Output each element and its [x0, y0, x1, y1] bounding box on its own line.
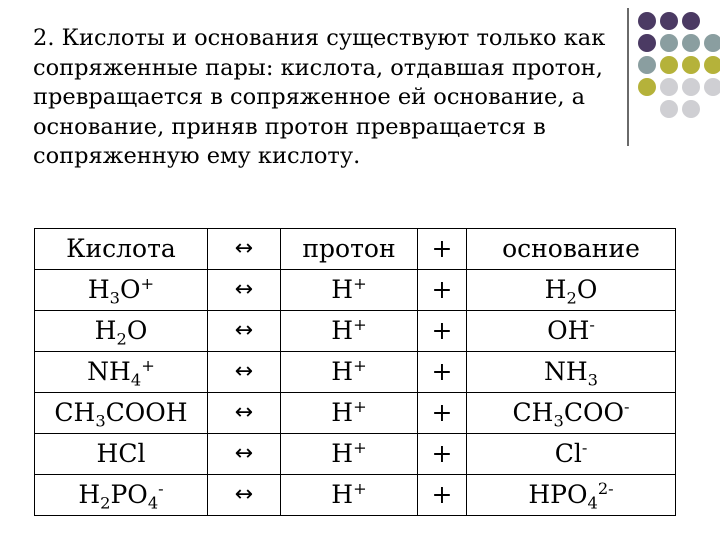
conjugate-pairs-table: [34, 228, 676, 516]
acid-cell: $CH_3COOH$: [35, 393, 208, 434]
decor-dot: [704, 78, 720, 96]
arrow-cell: ↔: [208, 393, 281, 434]
table-row: [35, 352, 676, 393]
arrow-cell: ↔: [208, 475, 281, 516]
proton-cell: H+: [281, 352, 418, 393]
base-cell: $NH_3$: [467, 352, 676, 393]
arrow-cell: ↔: [208, 434, 281, 475]
acid-cell: $NH_4^+$: [35, 352, 208, 393]
paragraph-text: 2. Кислоты и основания существуют только как сопряженные пары: кислота, отдавшая протон, превращается в сопряженное ей основание, а основание, приняв протон превращается в сопряженную ему кислоту.: [33, 25, 606, 170]
acid-cell: $H_2O$: [35, 311, 208, 352]
arrow-cell: ↔: [208, 270, 281, 311]
header-arrow: ↔: [208, 229, 281, 270]
plus-cell: +: [418, 434, 467, 475]
proton-cell: H+: [281, 270, 418, 311]
base-cell: $CH_3COO^-$: [467, 393, 676, 434]
decor-dot: [682, 56, 700, 74]
plus-cell: +: [418, 475, 467, 516]
arrow-cell: ↔: [208, 311, 281, 352]
plus-cell: +: [418, 270, 467, 311]
header-acid: Кислота: [35, 229, 208, 270]
plus-cell: +: [418, 352, 467, 393]
decor-dot: [704, 56, 720, 74]
acid-cell: $H_3O^+$: [35, 270, 208, 311]
proton-cell: H+: [281, 475, 418, 516]
table-row: [35, 475, 676, 516]
header-base: основание: [467, 229, 676, 270]
decor-dot: [682, 12, 700, 30]
acid-cell: $H_2PO_4^-$: [35, 475, 208, 516]
header-plus: +: [418, 229, 467, 270]
table-row: [35, 434, 676, 475]
proton-cell: H+: [281, 434, 418, 475]
table-row: [35, 393, 676, 434]
plus-cell: +: [418, 311, 467, 352]
decor-dot: [704, 34, 720, 52]
proton-cell: H+: [281, 311, 418, 352]
decor-dot: [682, 78, 700, 96]
base-cell: $H_2O$: [467, 270, 676, 311]
plus-cell: +: [418, 393, 467, 434]
decor-dot: [682, 34, 700, 52]
base-cell: OH-: [467, 311, 676, 352]
table-row: [35, 270, 676, 311]
base-cell: Cl-: [467, 434, 676, 475]
table-header-row: [35, 229, 676, 270]
proton-cell: H+: [281, 393, 418, 434]
decor-dot: [682, 100, 700, 118]
table-row: [35, 311, 676, 352]
arrow-cell: ↔: [208, 352, 281, 393]
acid-cell: HCl: [35, 434, 208, 475]
base-cell: $HPO_4^{2-}$: [467, 475, 676, 516]
header-proton: протон: [281, 229, 418, 270]
